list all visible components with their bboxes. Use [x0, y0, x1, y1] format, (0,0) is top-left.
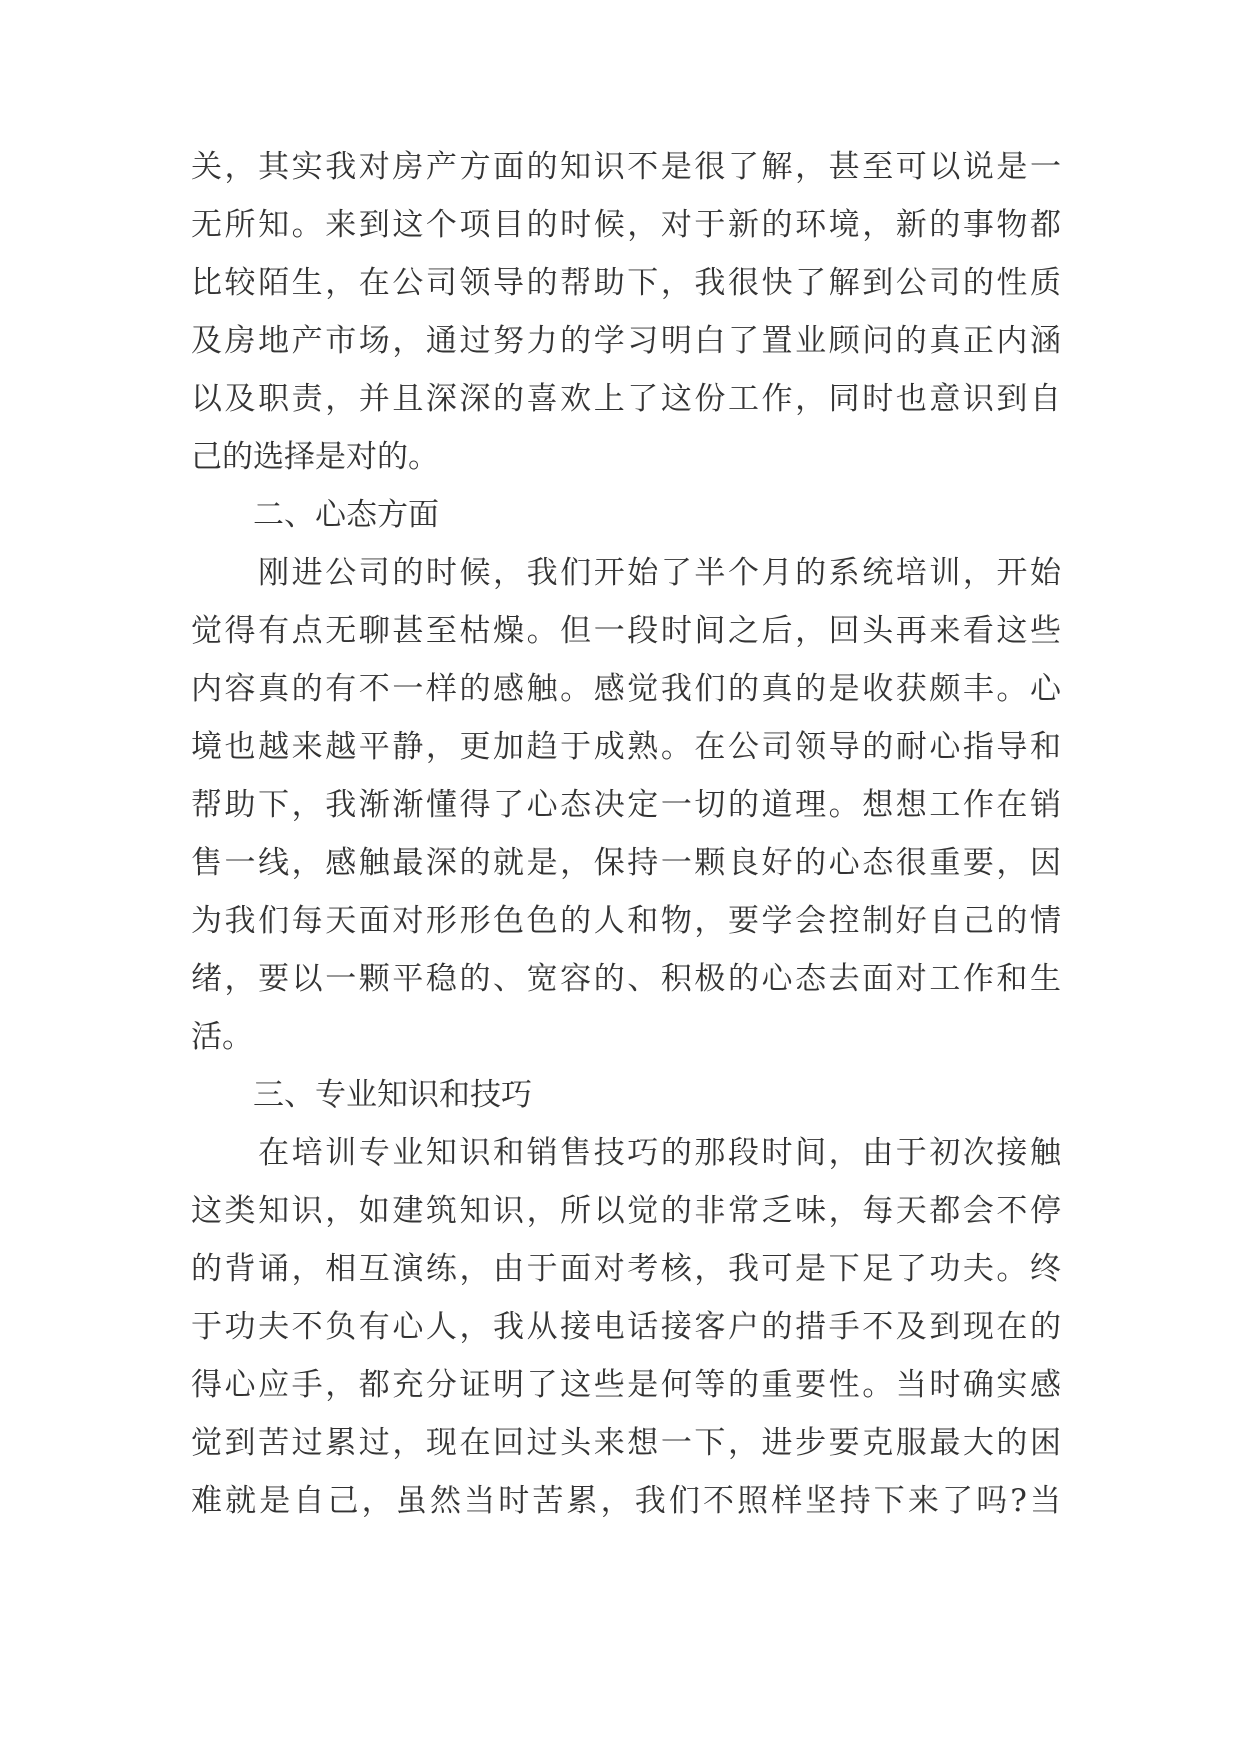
text-line: 己的选择是对的。: [191, 439, 439, 475]
text-line: 刚进公司的时候，我们开始了半个月的系统培训，开始: [191, 555, 1061, 591]
text-line: 境也越来越平静，更加趋于成熟。在公司领导的耐心指导和: [191, 729, 1061, 765]
text-line: 关，其实我对房产方面的知识不是很了解，甚至可以说是一: [191, 149, 1061, 185]
text-line: 觉到苦过累过，现在回过头来想一下，进步要克服最大的困: [191, 1425, 1061, 1461]
text-line: 无所知。来到这个项目的时候，对于新的环境，新的事物都: [191, 207, 1061, 243]
text-line: 内容真的有不一样的感触。感觉我们的真的是收获颇丰。心: [191, 671, 1061, 707]
text-line: 帮助下，我渐渐懂得了心态决定一切的道理。想想工作在销: [191, 787, 1061, 823]
text-line: 售一线，感触最深的就是，保持一颗良好的心态很重要，因: [191, 845, 1061, 881]
text-line: 绪，要以一颗平稳的、宽容的、积极的心态去面对工作和生: [191, 961, 1061, 997]
text-line: 于功夫不负有心人，我从接电话接客户的措手不及到现在的: [191, 1309, 1061, 1345]
text-line: 得心应手，都充分证明了这些是何等的重要性。当时确实感: [191, 1367, 1061, 1403]
text-line: 难就是自己，虽然当时苦累，我们不照样坚持下来了吗?当: [191, 1483, 1061, 1519]
section-heading: 二、心态方面: [191, 497, 439, 533]
section-heading: 三、专业知识和技巧: [191, 1077, 532, 1113]
text-line: 活。: [191, 1019, 253, 1055]
text-line: 比较陌生，在公司领导的帮助下，我很快了解到公司的性质: [191, 265, 1061, 301]
text-line: 的背诵，相互演练，由于面对考核，我可是下足了功夫。终: [191, 1251, 1061, 1287]
text-line: 以及职责，并且深深的喜欢上了这份工作，同时也意识到自: [191, 381, 1061, 417]
text-line: 及房地产市场，通过努力的学习明白了置业顾问的真正内涵: [191, 323, 1061, 359]
text-line: 觉得有点无聊甚至枯燥。但一段时间之后，回头再来看这些: [191, 613, 1061, 649]
text-line: 这类知识，如建筑知识，所以觉的非常乏味，每天都会不停: [191, 1193, 1061, 1229]
text-line: 在培训专业知识和销售技巧的那段时间，由于初次接触: [191, 1135, 1061, 1171]
text-line: 为我们每天面对形形色色的人和物，要学会控制好自己的情: [191, 903, 1061, 939]
